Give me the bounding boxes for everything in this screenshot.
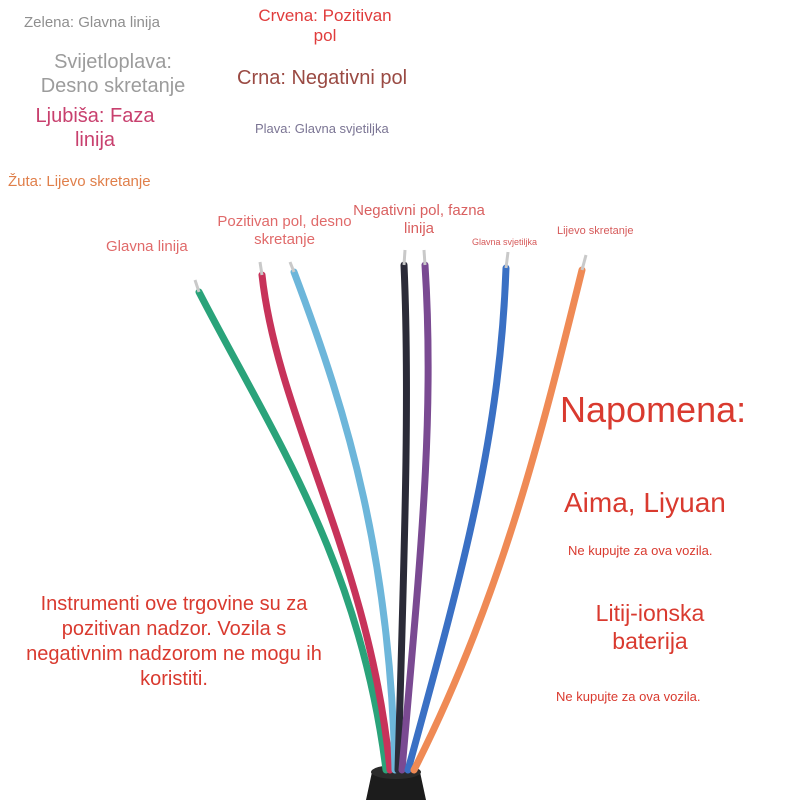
wire-tip-black xyxy=(404,250,405,265)
wire-tip-orange xyxy=(582,255,586,270)
wire-label-negative-phase: Negativni pol, fazna linija xyxy=(353,202,485,237)
legend-yellow: Žuta: Lijevo skretanje xyxy=(8,173,151,190)
legend-blue: Plava: Glavna svjetiljka xyxy=(255,121,389,136)
legend-light-blue: Svijetloplava: Desno skretanje xyxy=(40,51,186,97)
instructions-text: Instrumenti ove trgovine su za pozitivan nadzor. Vozila s negativnim nadzorom ne mogu ih koristiti. xyxy=(26,593,322,690)
wire-tip-purple xyxy=(424,250,425,265)
wire-label-positive-right: Pozitivan pol, desno skretanje xyxy=(217,213,352,248)
legend-red: Crvena: Pozitivan pol xyxy=(258,6,392,46)
wire-label-green: Glavna linija xyxy=(106,238,188,255)
wire-tip-blue xyxy=(506,252,508,268)
legend-pink: Ljubiša: Faza linija xyxy=(35,105,155,151)
note-brand: Aima, Liyuan xyxy=(564,487,726,518)
wire-label-left-turn: Lijevo skretanje xyxy=(557,225,634,237)
note-title: Napomena: xyxy=(560,389,747,430)
note-battery: Litij-ionska baterija xyxy=(595,600,705,654)
wire-tip-light-blue xyxy=(290,262,294,272)
note-brand-warning: Ne kupujte za ova vozila. xyxy=(568,543,713,558)
wire-green xyxy=(199,292,386,770)
wire-label-main-light: Glavna svjetiljka xyxy=(472,237,538,247)
note-battery-warning: Ne kupujte za ova vozila. xyxy=(556,689,701,704)
legend-black: Crna: Negativni pol xyxy=(237,67,408,89)
wire-tip-green xyxy=(195,280,199,292)
legend-green: Zelena: Glavna linija xyxy=(24,14,160,31)
wire-tip-red xyxy=(260,262,262,275)
